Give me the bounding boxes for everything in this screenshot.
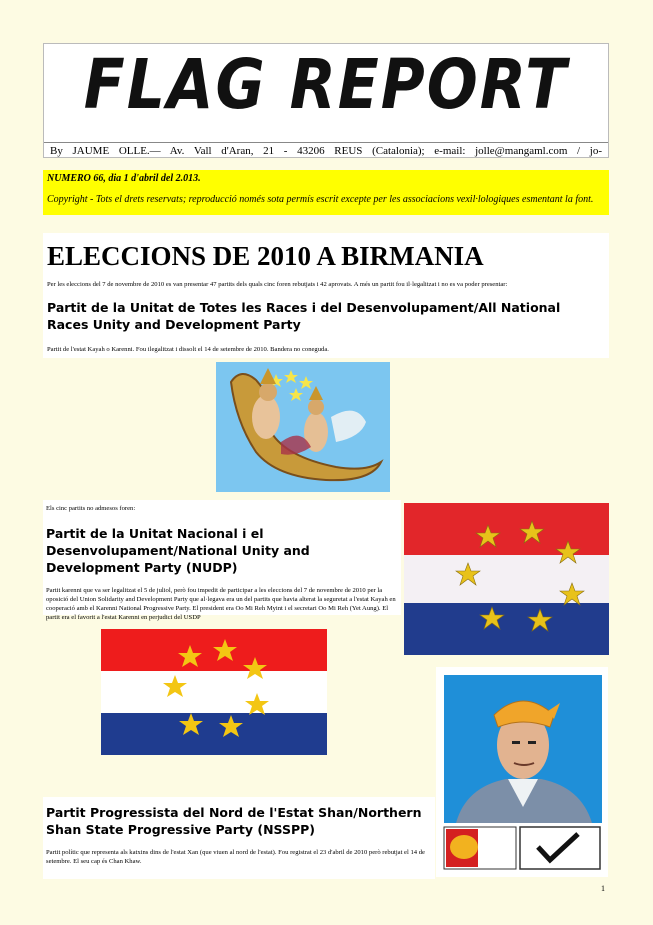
page-number: 1 <box>601 884 605 893</box>
byline: By JAUME OLLE.— Av. Vall d'Aran, 21 - 43206 REUS (Catalonia); e-mail: jolle@mangaml.com / jo- <box>44 142 608 158</box>
rejected-intro: Els cinc partits no admesos foren: <box>46 505 136 512</box>
issue-box <box>43 170 609 215</box>
party2-title: Partit de la Unitat Nacional i el Desenvolupament/National Unity and Development Party (NUDP) <box>46 526 310 575</box>
copyright-notice: Copyright - Tots el drets reservats; reproducció només sota permís escrit excepte per les associacions vexil·lologiques esmentant la font. <box>47 194 594 205</box>
nudp-flag-drawing <box>101 629 327 755</box>
party1-text: Partit de l'estat Kayah o Karenni. Fou ilegalitzat i dissolt el 14 de setembre de 2010. Bandera no coneguda. <box>47 346 329 353</box>
masthead-title: FLAG REPORT <box>83 44 569 126</box>
party1-title: Partit de la Unitat de Totes les Races i del Desenvolupament/All National Races Unity and Development Party <box>47 300 561 332</box>
party2-text: Partit karenni que va ser legalitzat el 5 de juliol, però fou impedit de participar a les eleccions del 7 de novembre de 2010 per la oposició del Union Solidarity and Development Party que al·legava era un del partits que havia alterat la seguretat a l'estat Kayah en cooperació amb el Karenni National Progressive Party. El president era Oo Mi Reh Myint i el secretari Oo Mi Reh (Yet Aung). El partit era el favorit a l'estat Karenni en perjudici del USDP <box>46 587 396 621</box>
article-intro-section <box>43 233 609 358</box>
nudp-flag-photo <box>404 503 609 655</box>
rejected-parties-section <box>43 500 401 621</box>
party1-illustration <box>216 362 390 492</box>
issue-number: NUMERO 66, dia 1 d'abril del 2.013. <box>47 173 201 184</box>
nsspp-section <box>43 797 435 879</box>
party3-text: Partit polític que representa als katxins dins de l'estat Xan (que viuen al nord de l'estat). Fou registrat el 23 d'abril de 2010 però rebutjat el 14 de setembre. El seu cap és Chan Khaw. <box>46 849 425 865</box>
article-intro: Per les eleccions del 7 de novembre de 2010 es van presentar 47 partits dels quals cinc foren rebutjats i 42 aprovats. A més un partit fou il·legalitzat i no es va poder presentar: <box>47 281 508 288</box>
nsspp-portrait-panel <box>436 667 608 877</box>
masthead <box>43 43 609 158</box>
party3-title: Partit Progressista del Nord de l'Estat Shan/Northern Shan State Progressive Party (NSSPP) <box>46 805 422 837</box>
article-heading: ELECCIONS DE 2010 A BIRMANIA <box>47 241 484 271</box>
